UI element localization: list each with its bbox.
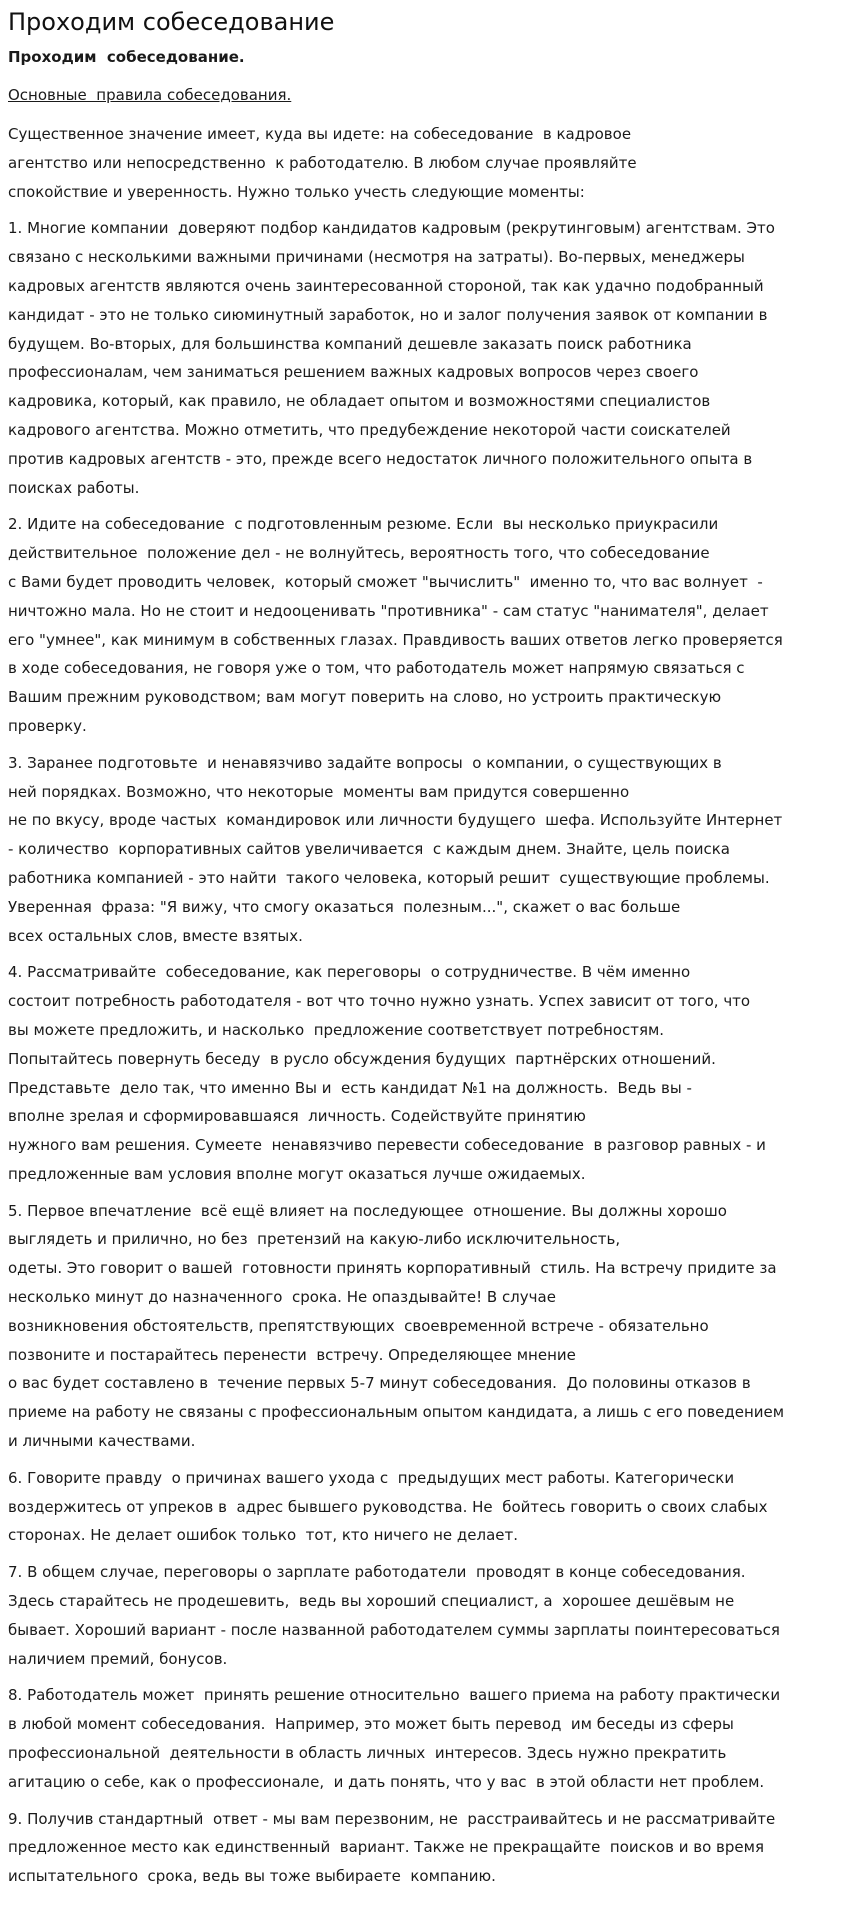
text-line: одеты. Это говорит о вашей готовности принять корпоративный стиль. На встречу придите за (8, 1259, 777, 1278)
text-line: кадрового агентства. Можно отметить, что предубеждение некоторой части соискателей (8, 420, 731, 439)
text-line: Здесь старайтесь не продешевить, ведь вы хороший специалист, а хорошее дешёвым не (8, 1592, 735, 1611)
page-title: Проходим собеседование (8, 8, 335, 36)
text-line: 6. Говорите правду о причинах вашего ухода с предыдущих мест работы. Категорически (8, 1468, 735, 1487)
text-line: Представьте дело так, что именно Вы и есть кандидат №1 на должность. Ведь вы - (8, 1078, 692, 1097)
text-line: позвоните и постарайтесь перенести встречу. Определяющее мнение (8, 1345, 576, 1364)
text-line: предложенные вам условия вполне могут оказаться лучше ожидаемых. (8, 1164, 586, 1183)
text-line: 2. Идите на собеседование с подготовленным резюме. Если вы несколько приукрасили (8, 515, 719, 534)
text-line: действительное положение дел - не волнуйтесь, вероятность того, что собеседование (8, 544, 710, 563)
text-line: о вас будет составлено в течение первых 5-7 минут собеседования. До половины отказов в (8, 1374, 751, 1393)
text-line: связано с несколькими важными причинами (несмотря на затраты). Во-первых, менеджеры (8, 248, 745, 267)
text-line: спокойствие и уверенность. Нужно только учесть следующие моменты: (8, 182, 585, 201)
text-line: вы можете предложить, и насколько предложение соответствует потребностям. (8, 1020, 665, 1039)
text-line: проверку. (8, 716, 87, 735)
rules-heading-link[interactable]: Основные правила собеседования. (8, 86, 292, 104)
text-line: несколько минут до назначенного срока. Не опаздывайте! В случае (8, 1288, 556, 1307)
text-line: будущем. Во-вторых, для большинства компаний дешевле заказать поиск работника (8, 334, 692, 353)
rule-paragraph (8, 1464, 839, 1550)
text-line: приеме на работу не связаны с профессиональным опытом кандидата, а лишь с его поведением (8, 1403, 785, 1422)
text-line: Уверенная фраза: "Я вижу, что смогу оказаться полезным...", скажет о вас больше (8, 897, 681, 916)
text-line: наличием премий, бонусов. (8, 1649, 228, 1668)
text-line: возникновения обстоятельств, препятствующих своевременной встрече - обязательно (8, 1316, 709, 1335)
text-line: 9. Получив стандартный ответ - мы вам перезвоним, не расстраивайтесь и не рассматривайте (8, 1809, 776, 1828)
text-line: работника компанией - это найти такого человека, который решит существующие проблемы. (8, 868, 770, 887)
text-line: в ходе собеседования, не говоря уже о том, что работодатель может напрямую связаться с (8, 659, 745, 678)
intro-paragraph (8, 120, 839, 206)
text-line: ничтожно мала. Но не стоит и недооценивать "противника" - сам статус "нанимателя", делает (8, 601, 769, 620)
rule-paragraph (8, 510, 839, 740)
text-line: Вашим прежним руководством; вам могут поверить на слово, но устроить практическую (8, 688, 722, 707)
text-line: с Вами будет проводить человек, который сможет "вычислить" именно то, что вас волнует - (8, 572, 763, 591)
text-line: кадровых агентств являются очень заинтересованной стороной, так как удачно подобранный (8, 276, 764, 295)
article-subtitle: Проходим собеседование. (8, 48, 245, 66)
rule-paragraph (8, 749, 839, 951)
text-line: бывает. Хороший вариант - после названной работодателем суммы зарплаты поинтересоваться (8, 1620, 780, 1639)
text-line: кадровика, который, как правило, не обладает опытом и возможностями специалистов (8, 392, 711, 411)
text-line: Попытайтесь повернуть беседу в русло обсуждения будущих партнёрских отношений. (8, 1049, 716, 1068)
text-line: в любой момент собеседования. Например, это может быть перевод им беседы из сферы (8, 1715, 734, 1734)
text-line: кандидат - это не только сиюминутный заработок, но и залог получения заявок от компании в (8, 305, 768, 324)
text-line: 7. В общем случае, переговоры о зарплате работодатели проводят в конце собеседования. (8, 1563, 746, 1582)
text-line: всех остальных слов, вместе взятых. (8, 926, 303, 945)
text-line: против кадровых агентств - это, прежде всего недостаток личного положительного опыта в (8, 449, 753, 468)
text-line: Существенное значение имеет, куда вы идете: на собеседование в кадровое (8, 125, 632, 143)
text-line: его "умнее", как минимум в собственных глазах. Правдивость ваших ответов легко проверяется (8, 630, 783, 649)
text-line: состоит потребность работодателя - вот что точно нужно узнать. Успех зависит от того, что (8, 992, 751, 1011)
rule-paragraph (8, 1558, 839, 1673)
text-line: вполне зрелая и сформировавшаяся личность. Содействуйте принятию (8, 1107, 586, 1126)
article-body (8, 120, 839, 1891)
text-line: 4. Рассматривайте собеседование, как переговоры о сотрудничестве. В чём именно (8, 963, 691, 982)
text-line: агентство или непосредственно к работодателю. В любом случае проявляйте (8, 153, 637, 172)
text-line: предложенное место как единственный вариант. Также не прекращайте поисков и во время (8, 1838, 764, 1857)
text-line: ней порядках. Возможно, что некоторые моменты вам придутся совершенно (8, 782, 630, 801)
text-line: агитацию о себе, как о профессионале, и дать понять, что у вас в этой области нет проблем. (8, 1772, 765, 1791)
text-line: 8. Работодатель может принять решение относительно вашего приема на работу практически (8, 1686, 781, 1705)
text-line: профессионалам, чем заниматься решением важных кадровых вопросов через своего (8, 363, 699, 382)
text-line: 3. Заранее подготовьте и ненавязчиво задайте вопросы о компании, о существующих в (8, 753, 722, 772)
rule-paragraph (8, 214, 839, 502)
rule-paragraph (8, 1805, 839, 1891)
text-line: и личными качествами. (8, 1432, 196, 1451)
text-line: воздержитесь от упреков в адрес бывшего руководства. Не бойтесь говорить о своих слабых (8, 1497, 768, 1516)
rule-paragraph (8, 1681, 839, 1796)
text-line: сторонах. Не делает ошибок только тот, кто ничего не делает. (8, 1526, 519, 1545)
rule-paragraph (8, 1197, 839, 1456)
text-line: нужного вам решения. Сумеете ненавязчиво перевести собеседование в разговор равных - и (8, 1136, 766, 1155)
text-line: 5. Первое впечатление всё ещё влияет на последующее отношение. Вы должны хорошо (8, 1201, 727, 1220)
text-line: испытательного срока, ведь вы тоже выбираете компанию. (8, 1867, 496, 1886)
text-line: поисках работы. (8, 478, 140, 497)
text-line: профессиональной деятельности в область личных интересов. Здесь нужно прекратить (8, 1744, 727, 1763)
text-line: - количество корпоративных сайтов увеличивается с каждым днем. Знайте, цель поиска (8, 840, 730, 859)
text-line: 1. Многие компании доверяют подбор кандидатов кадровым (рекрутинговым) агентствам. Это (8, 219, 775, 238)
text-line: не по вкусу, вроде частых командировок или личности будущего шефа. Используйте Интернет (8, 811, 783, 830)
rule-paragraph (8, 958, 839, 1188)
text-line: выглядеть и прилично, но без претензий на какую-либо исключительность, (8, 1230, 621, 1249)
